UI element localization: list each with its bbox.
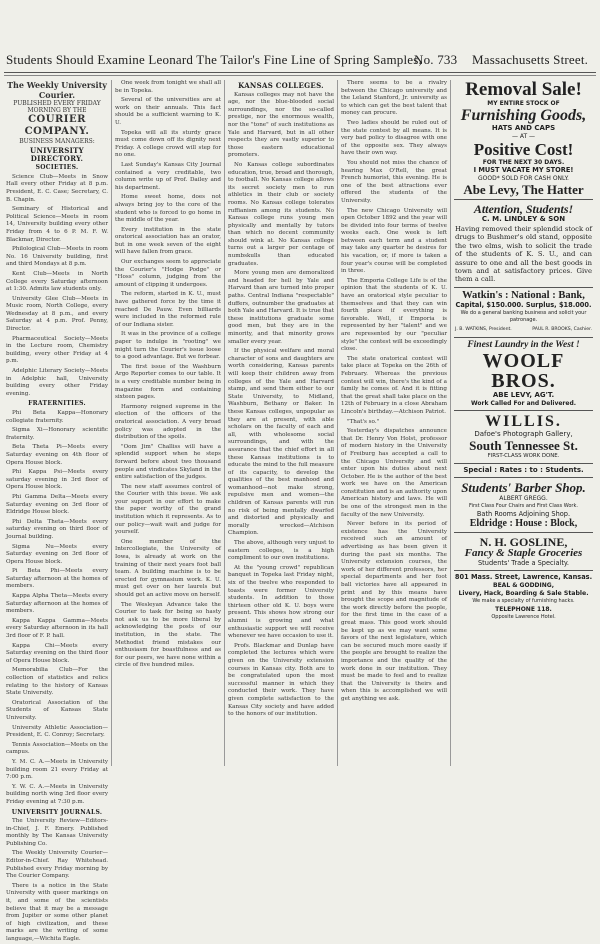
article-paragraph: Y. W. C. A.—Meets in University building north wing 3rd floor every Friday evening at 7:30 p.m. [6,783,108,805]
ad-divider [454,337,593,338]
article-paragraph: Kappa Alpha Theta—Meets every Saturday afternoon at the homes of members. [6,593,108,615]
students-trade: Students' Trade a Specialty. [478,558,569,567]
livery: Livery, Hack, Boarding & Sale Stable. [458,589,589,597]
article-paragraph: Oratorical Association of the Students of Kansas State University. [6,699,108,721]
willis: WILLIS. [485,412,562,430]
article-paragraph: There seems to be a rivalry between the Chicago university and the Leland Stanford, Jr. university as to which can get the best talent that money can procure. [341,80,447,117]
column-1 [6,80,108,942]
article-paragraph: Seminary of Historical and Political Science—Meets in room 14, University building every other Friday from 4 to 6 P. M. F. W. Blackmar, Director. [6,206,108,243]
ad-divider [454,477,593,478]
special-rates: Special : Rates : to : Students. [463,465,584,474]
column-rule-1 [111,80,112,766]
article-paragraph: The Weekly University Courier—Editor-in-Chief. Ray Whitehead. Published every Friday morning by The Courier Company. [6,850,108,880]
fancy-groceries: Fancy & Staple Groceries [464,546,583,559]
bank-note: We do a general banking business and solicit your patronage. [460,310,587,324]
article-paragraph: The first issue of the Washburn Argo Reporter comes to our table. It is a very creditable number being in magazine form and containing sixteen pages. [115,363,221,401]
kansas-colleges-article [228,92,334,719]
page-headline [6,48,594,70]
article-paragraph: It was in the province of a college paper to indulge in "rooting" we might turn the Courier's issue loose to a good advantage. But we forbear. [115,331,221,361]
article-paragraph: The state oratorical contest will take place at Topeka on the 26th of February. Whereas the previous contest will win, there's the kind of a family he comes of. And it is fitting that the great shall take place on the 12th of February in a close Abraham Lincoln's birthday.—Atchison Patriot. [341,355,447,415]
furnishing-goods: Furnishing Goods, [460,107,587,124]
article-paragraph: Kent Club—Meets in North College every Saturday afternoon at 1:30. Admits law students only. [6,270,108,293]
mass-street: 801 Mass. Street, Lawrence, Kansas. [454,572,593,581]
beal-godding: BEAL & GODDING, [493,581,554,589]
article-paragraph: If the physical welfare and moral character of sons and daughters are worth considering, Kansas parents will keep their children away from colleges of the Yale and Harvard stamp, and send them either to our State University, to Midland, Washburn, Bethany or Baker. In these Kansas colleges, unpopular as they are at present, with able scholars on the faculty of each and all, with wholesome social surroundings, and with the assurance that the chief effort in all these Kansas institutions is to educate the mind to the full measure of its capacity, to develop the qualities of the best manhood and womanhood—not make strong, repulsive men and women—the children of Kansas parents will run no risk of being mentally dwarfed and distorted and physically and morally wrecked—Atchison Champion. [228,348,334,537]
column-rule-3 [337,80,338,766]
advertisements-column [452,78,595,768]
kansas-colleges-heading: KANSAS COLLEGES. [238,81,324,90]
editorial-notes [115,80,221,670]
article-paragraph: "That's so." [347,418,380,425]
dafoes-gallery: Dafoe's Photograph Gallery, [474,429,573,438]
header-rule-thin [4,75,596,76]
directory-title: UNIVERSITY DIRECTORY. [30,146,84,163]
article-paragraph: Adelphic Literary Society—Meets in Adelphic hall, University building every other Friday evening. [6,368,108,397]
article-paragraph: The Wesleyan Advance take the Courier to task for being so hasty not ask us to be more liberal by acknowledging the posts of our institution, in the state. The Methodist friend mistakes our enthusiasm for boastfulness and as for our peers, we have none within a circle of five hundred miles. [115,601,221,669]
article-paragraph: Sigma Xi—Honorary scientific fraternity. [6,427,108,441]
at-label: — AT — [511,133,536,140]
hats-and-caps: HATS AND CAPS [491,124,556,132]
telephone: TELEPHONE 118. [495,605,552,613]
article-paragraph: Science Club—Meets in Snow Hall every other Friday at 8 p.m. President, E. C. Case; Secretary, C. B. Chapin. [6,173,108,203]
south-tennessee: South Tennessee St. [469,437,578,453]
business-managers: BUSINESS MANAGERS: [19,138,95,145]
masthead-line: PUBLISHED EVERY FRIDAY MORNING BY THE [13,100,101,114]
next-days: FOR THE NEXT 30 DAYS. [482,159,565,166]
article-paragraph: Yesterday's dispatches announce that Dr. Henry Von Holst, professor of modern history in the University of Freiburg has accepted a call to the Chicago University and will enter upon his duties about next October. He is the author of the best work we have on the American constitution and is an authority upon American history and laws. He will be one of the strongest men in the faculty of the new University. [341,428,447,518]
bank-officers [452,325,595,334]
eldridge-block: Eldridge : House : Block, [469,517,578,529]
article-paragraph: Memorabilia Club—For the collection of statistics and relics relating to the history of Kansas State University. [6,667,108,697]
bank-president: J. B. WATKINS, President. [455,327,512,333]
first-class: FIRST-CLASS WORK DONE. [487,452,560,459]
article-paragraph: University Glee Club—Meets in Music room, North College, every Wednesday at 8 p.m., and every Saturday at 4 p.m. Prof. Penny, Director. [6,295,108,333]
abe-agent: ABE LEVY, AG'T. [492,390,555,399]
column-3 [228,80,334,766]
article-paragraph: Beta Theta Pi—Meets every Saturday evening on 4th floor of Opera House block. [6,444,108,466]
ad-divider [454,532,593,533]
column-2 [115,80,221,766]
news-notes [341,80,447,704]
article-paragraph: One member of the Intercollegiate, the University of Iowa, is already at work on the training of their next years foot ball team. A building machine is to be erected for gymnasium work. K. U. must get over on her laurels but should get an active move on herself. [115,538,221,598]
article-paragraph: Profs. Blackmar and Dunlap have completed the lectures which were given on the University extension courses in Kansas city. Both are to be congratulated upon the most successful manner in which they conducted their work. They have given complete satisfaction to the Kansas City society and have added to the honors of our institution. [228,642,334,718]
ad-divider [454,463,593,464]
ad-divider [454,287,593,288]
hacks-specialty: We make a specialty of furnishing hacks. [472,597,575,604]
headline-street: Massachusetts Street. [472,52,589,67]
woolf-bros: WOOLF BROS. [482,349,565,392]
article-paragraph: The University Review—Editors-in-Chief, J. F. Emery. Published monthly by The Kansas University Publishing Co. [6,818,108,847]
article-paragraph: Phi Delta Theta—Meets every saturday evening on third floor of Journal building. [6,518,108,540]
article-paragraph: "Oom Jim" Challiss will have a splendid support when he steps forward before about two thousand people and vindicates Skyland in the entire satisfaction of the judges. [115,443,221,481]
good-sold: GOOD* SOLD FOR CASH ONLY. [478,175,569,182]
courier-masthead [6,80,108,145]
article-paragraph: There is a notice in the State University with queer markings on it, and some of the scientists believe that it may be a message from Jupiter or some other planet of high civilization, and these marks are the writing of some language,—Wichita Eagle. [6,882,108,942]
article-paragraph: One week from tonight we shall all be in Topeka. [115,80,221,94]
finest-laundry: Finest Laundry in the West ! [467,340,580,351]
attention-students: Attention, Students! [473,202,574,216]
first-rate: First Class Four Chairs and First Class Work. [469,502,578,509]
article-paragraph: Phi Gamma Delta—Meets every Saturday evening on 3rd floor of Eldridge House block. [6,493,108,516]
albert-gregg: ALBERT GREGG. [499,494,548,502]
header-rule [4,72,596,73]
must-vacate: I MUST VACATE MY STORE! [473,166,574,174]
article-paragraph: Kappa Kappa Gamma—Meets every Saturday afternoon in its hall 3rd floor of F. P. hall. [6,617,108,640]
bank-capital: Capital, $150.000. Surplus, $18.000. [455,301,592,310]
bath-rooms: Bath Rooms Adjoining Shop. [476,509,571,518]
article-paragraph: The Emporia College Life is of the opinion that the students of K. U. have an oratorical style peculiar to themselves and that they can win fourth place if everything is favorable. Well, if Emporia is represented by her "talent" and we are represented by our "peculiar style" the contest will be exceedingly close. [341,277,447,353]
article-paragraph: Philological Club—Meets in room No. 16 University building, first and third Mondays at 8 p.m. [6,246,108,268]
removal-sale: Removal Sale! [465,79,582,100]
article-paragraph: More young men are demoralized and headed for hell by Yale and Harvard than are turned into proper paths. Central Indiana "respectable" duffers, outnumber the graduates at both Yale and Harvard. It is true that these institutions graduate some good men, but they are in the minority, and that minority grows smaller every year. [228,270,334,345]
ad-divider [454,410,593,411]
column-4 [341,80,447,766]
article-paragraph: At the "young crowd" republican banquet in Topeka last Friday night, six of the twelve who responded to toasts were former University students. In addition to those thirteen other old K. U. boys were present. This shows how strong our alumni is growing and what enthusiastic support we will receive whenever we have occasion to use it. [228,564,334,640]
societies-list [6,174,108,399]
article-paragraph: Harmony reigned supreme in the election of the officers of the oratorical association. A very broad policy was adopted in the distribution of the spoils. [115,403,221,441]
ad-divider [454,570,593,571]
article-paragraph: No Kansas college subordinates education, true, broad and thorough, to football. No Kansas college allows its secret society men to run athletics in their club or society rooms. No Kansas college tolerates ruffianism among its students. No Kansas college runs young men physically and mentally by tutors than which no decent community should wink at. No Kansas college turns out a larger per centage of numbskulls than educated graduates. [228,161,334,267]
abe-levy-hatter: Abe Levy, The Hatter [463,182,584,197]
headline-number: No. 733 [414,52,458,67]
fraternities-list [6,410,108,807]
lindley-text: Having removed their splendid stock of drugs to Bushmer's old stand, opposite the two elms, wish to solicit the trade of the students of K. S. U., and can assure to one and all the best goods in town and at satisfactory prices. Give them a call. [455,225,592,284]
societies-heading: SOCIETIES. [35,164,79,172]
article-paragraph: Kappa Chi—Meets every Saturday evening on the third floor of Opera House block. [6,642,108,664]
entire-stock: MY ENTIRE STOCK OF [487,100,560,107]
ad-divider [454,199,593,200]
article-paragraph: Several of the universities are at work on their annuals. This fact should be a sufficient warning to K. U. [115,97,221,126]
article-paragraph: Topeka will all its sturdy grace must come down off its dignity next Friday. A college crowd will step for no one. [115,129,221,159]
article-paragraph: Kansas colleges may not have the age, nor the blue-blooded social surroundings, nor the so-called prestige, nor the enormous wealth, nor the "tone" of such institutions as Yale and Harvard, but in all other respects they are vastly superior to those eastern educational promoters. [228,91,334,159]
article-paragraph: Y. M. C. A.—Meets in University building room 21 every Friday at 7:00 p.m. [6,758,108,781]
article-paragraph: Sigma Nu—Meets every Saturday evening on 3rd floor of Opera House block. [6,543,108,565]
article-paragraph: Two ladies should be ruled out of the state contest by all means. It is very bad policy to disagree with one of the opposite sex. They always have their own way. [341,119,447,157]
article-paragraph: Phi Beta Kappa—Honorary collegiate fraternity. [6,410,108,424]
gosline: N. H. GOSLINE, [479,534,568,549]
article-paragraph: The new staff assumes control of the Courier with this issue. We ask your support in our effort to make the paper worthy of the grand institution which it represents. As to our policy—wait wait and judge for yourself. [115,483,221,536]
article-paragraph: Phi Kappa Psi—Meets every saturday evening in 3rd floor of Opera House block. [6,469,108,491]
article-paragraph: Our exchanges seem to appreciate the Courier's "Hodge Podge" or "Hoss" column, judging from the amount of clipping it undergoes. [115,259,221,288]
column-rule-2 [224,80,225,766]
article-paragraph: University Athletic Association—President, E. C. Conroy; Secretary. [6,724,108,739]
barber-shop: Students' Barber Shop. [461,479,586,495]
lindley-name: C. M. LINDLEY & SON [481,215,566,223]
journals-list [6,818,108,944]
article-paragraph: You should not miss the chance of hearing Max O'Rell, the great French humorist, this evening. He is one of the best attractions ever offered the students of the University. [341,159,447,204]
article-paragraph: The reform, started in K. U., must have gathered force by the time it reached De Pauw. Even billiards were included in the reformed rule of our Indiana sister. [115,291,221,328]
work-called: Work Called For and Delivered. [470,399,577,407]
bank-cashier: PAUL R. BROOKS, Cashier. [532,327,592,333]
article-paragraph: Every institution in the state oratorical association has an orator, but in one week seven of the eight will have fallen from grace. [115,226,221,256]
headline-text: Students Should Examine Leonard The Tailor's Fine Line of Spring Samples, [6,52,422,67]
article-paragraph: Pi Beta Phi—Meets every Saturday afternoon at the homes of members. [6,568,108,590]
article-paragraph: The new Chicago University will open October 1892 and the year will be divided into four terms of twelve weeks each. One week is left between each term and a student may take any quarter he desires for his vacation, or, if more is taken a four year's course will be completed in three. [341,207,447,275]
article-paragraph: Pharmaceutical Society—Meets in the Lecture room, Chemistry building, every other Friday at 4 p.m. [6,335,108,365]
article-paragraph: Home sweet home, does not always bring joy to the core of the student who is forced to go home in the middle of the year. [115,194,221,224]
positive-cost: Positive Cost! [473,140,574,159]
article-paragraph: Never before in its period of existence has the University received such an amount of advertising as has been given it during the past six months. The University extension courses, the work of her different professors, her special departments and her foot ball victories have all appeared in print and by this means have brought the scope and magnitude of the work directly before the people, for the first time in the case of a great mass. This good work should be kept up as we may want some favors of the next legislature, which can be secured much more easily if the people are brought to realize the importance and the quality of the work done in our institution. They must be made to feel and to realize that the University is theirs and when this is accomplished we will get anything we ask. [341,521,447,702]
masthead-title: The Weekly University Courier. [7,80,107,100]
masthead-company: COURIER COMPANY. [24,114,90,137]
article-paragraph: Tennis Association—Meets on the campus. [6,741,108,756]
journals-heading: UNIVERSITY JOURNALS. [11,808,103,816]
watkins-bank: Watkin's : National : Bank, [462,289,585,301]
opposite-hotel: Opposite Lawrence Hotel. [491,613,556,620]
article-paragraph: The above, although very unjust to eastern colleges, is a high compliment to our own institutions. [228,540,334,562]
fraternities-heading: FRATERNITIES. [28,400,86,408]
column-rule-4 [450,80,451,766]
article-paragraph: Last Sunday's Kansas City Journal contained a very creditable, two column write up of Prof. Dailey and his department. [115,161,221,191]
